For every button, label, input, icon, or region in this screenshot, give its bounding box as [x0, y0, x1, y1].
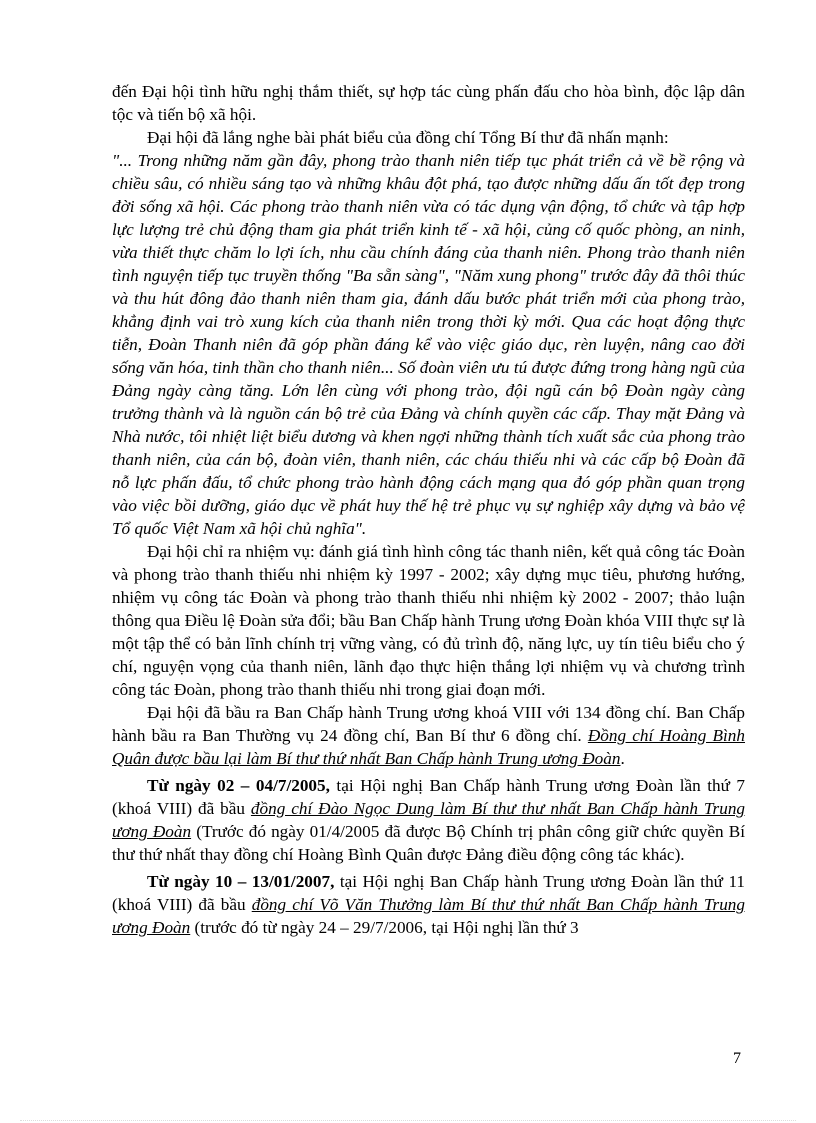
election-text: Đại hội đã bầu ra Ban Chấp hành Trung ương khoá VIII với 134 đồng chí. Ban Chấp hành bầu ra Ban Thường vụ 24 đồng chí, Ban Bí thư 6 đồng chí. [112, 703, 745, 745]
paragraph-election-viii [112, 701, 745, 770]
page-number: 7 [733, 1050, 741, 1067]
paragraph-2007 [112, 870, 745, 939]
page-bottom-divider [20, 1120, 796, 1121]
underlined-2005: đồng chí Đào Ngọc Dung làm Bí thư thư nhất Ban Chấp hành Trung ương Đoàn [112, 799, 746, 841]
paragraph-speech-intro: Đại hội đã lắng nghe bài phát biểu của đồng chí Tổng Bí thư đã nhấn mạnh: [147, 128, 669, 147]
text-2007: tại Hội nghị Ban Chấp hành Trung ương Đoàn lần thứ 11 (khoá VIII) đã bầu [112, 872, 745, 914]
election-end: . [620, 749, 625, 768]
paragraph-tasks: Đại hội chỉ ra nhiệm vụ: đánh giá tình hình công tác thanh niên, kết quả công tác Đoàn và phong trào thanh thiếu nhi nhiệm kỳ 1997 - 2002; xây dựng mục tiêu, phương hướng, nhiệm vụ công tác Đoàn và phong trào thanh thiếu nhi nhiệm kỳ 2002 - 2007; thảo luận thông qua Điều lệ Đoàn sửa đổi; bầu Ban Chấp hành Trung ương Đoàn khóa VIII thực sự là một tập thể có bản lĩnh chính trị vững vàng, có đủ trình độ, năng lực, uy tín tiêu biểu cho ý chí, nguyện vọng của thanh niên, lãnh đạo thực hiện thắng lợi nhiệm vụ và chương trình công tác Đoàn, phong trào thanh thiếu nhi trong giai đoạn mới. [112, 542, 745, 699]
document-body [112, 80, 745, 939]
underlined-2007: đồng chí Võ Văn Thưởng làm Bí thư thứ nhất Ban Chấp hành Trung ương Đoàn [112, 895, 745, 937]
date-2007: Từ ngày 10 – 13/01/2007, [147, 872, 335, 891]
text-2005: tại Hội nghị Ban Chấp hành Trung ương Đoàn lần thứ 7 (khoá VIII) đã bầu [112, 776, 746, 818]
election-underlined: Đồng chí Hoàng Bình Quân được bầu lại làm Bí thư thứ nhất Ban Chấp hành Trung ương Đoàn [112, 726, 745, 768]
paragraph-continuation: đến Đại hội tình hữu nghị thắm thiết, sự hợp tác cùng phấn đấu cho hòa bình, độc lập dân tộc và tiến bộ xã hội. [112, 82, 745, 124]
date-2005: Từ ngày 02 – 04/7/2005, [147, 776, 330, 795]
paragraph-2005 [112, 774, 745, 866]
end-2007: (trước đó từ ngày 24 – 29/7/2006, tại Hội nghị lần thứ 3 [190, 918, 579, 937]
end-2005: (Trước đó ngày 01/4/2005 đã được Bộ Chính trị phân công giữ chức quyền Bí thư thứ nhất thay đồng chí Hoàng Bình Quân được Đảng điều động công tác khác). [112, 822, 745, 864]
paragraph-speech-quote: "... Trong những năm gần đây, phong trào thanh niên tiếp tục phát triển cả về bề rộng và chiều sâu, có nhiều sáng tạo và những khâu đột phá, tạo được những dấu ấn tốt đẹp trong đời sống xã hội. Các phong trào thanh niên vừa có tác dụng vận động, tổ chức và tập hợp lực lượng trẻ chủ động tham gia phát triển kinh tế - xã hội, củng cố quốc phòng, an ninh, vừa thiết thực chăm lo lợi ích, nhu cầu chính đáng của thanh niên. Phong trào thanh niên tình nguyện tiếp tục truyền thống "Ba sẵn sàng", "Năm xung phong" trước đây đã thôi thúc và thu hút đông đảo thanh niên tham gia, đánh dấu bước phát triển mới của phong trào, khẳng định vai trò xung kích của thanh niên trong thời kỳ mới. Qua các hoạt động thực tiễn, Đoàn Thanh niên đã góp phần đáng kể vào việc giáo dục, rèn luyện, nâng cao đời sống văn hóa, tinh thần cho thanh niên... Số đoàn viên ưu tú được đứng trong hàng ngũ của Đảng ngày càng tăng. Lớn lên cùng với phong trào, đội ngũ cán bộ Đoàn ngày càng trưởng thành và là nguồn cán bộ trẻ của Đảng và chính quyền các cấp. Thay mặt Đảng và Nhà nước, tôi nhiệt liệt biểu dương và khen ngợi những thành tích xuất sắc của phong trào thanh niên, của cán bộ, đoàn viên, thanh niên, các cháu thiếu nhi và các cấp bộ Đoàn đã nỗ lực phấn đấu, tổ chức phong trào hành động cách mạng qua đó góp phần quan trọng vào việc bồi dưỡng, giáo dục về phát huy thế hệ trẻ phục vụ sự nghiệp xây dựng và bảo vệ Tổ quốc Việt Nam xã hội chủ nghĩa". [112, 151, 745, 538]
